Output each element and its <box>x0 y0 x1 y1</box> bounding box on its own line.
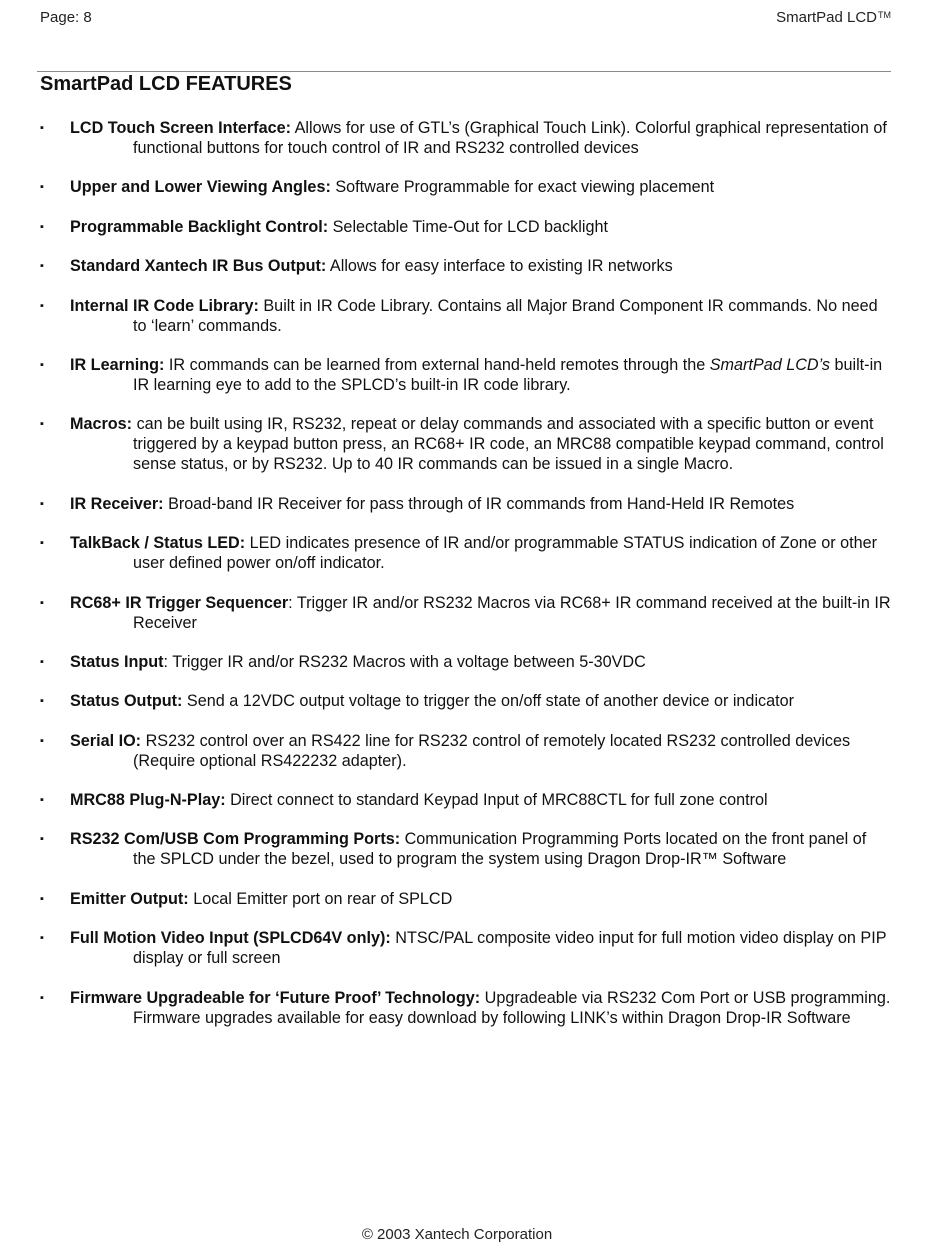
header-divider <box>37 71 891 72</box>
product-name-text: SmartPad LCD <box>776 9 877 26</box>
feature-term: Status Input <box>70 652 164 671</box>
feature-term: Full Motion Video Input (SPLCD64V only): <box>70 929 391 948</box>
bullet-icon: ▪ <box>40 833 44 846</box>
feature-term: Internal IR Code Library: <box>70 296 259 315</box>
bullet-icon: ▪ <box>40 122 44 134</box>
footer-copyright: © 2003 Xantech Corporation <box>361 1226 553 1243</box>
page-number: Page: 8 <box>40 9 92 26</box>
bullet-icon: ▪ <box>40 991 44 1004</box>
bullet-icon: ▪ <box>40 596 44 609</box>
feature-description: : Trigger IR and/or RS232 Macros via RC68+ IR command received at the built-in IR Receiver <box>133 593 891 632</box>
feature-item <box>0 652 891 672</box>
feature-term: Serial IO: <box>70 731 142 750</box>
feature-item <box>0 217 891 237</box>
feature-term: Firmware Upgradeable for ‘Future Proof’ Technology: <box>70 988 481 1007</box>
feature-item <box>0 691 891 711</box>
feature-description: Allows for use of GTL’s (Graphical Touch Link). Colorful graphical representation of functional buttons for touch control of IR and RS232 controlled devices <box>133 119 887 157</box>
feature-item <box>0 256 891 276</box>
feature-description: Upgradeable via RS232 Com Port or USB programming. Firmware upgrades available for easy download by following LINK’s within Dragon Drop-IR Software <box>133 988 891 1027</box>
feature-list <box>0 118 950 1047</box>
feature-emphasis: SmartPad LCD’s <box>709 355 830 374</box>
bullet-icon: ▪ <box>40 497 44 510</box>
feature-item <box>0 118 891 158</box>
bullet-icon: ▪ <box>40 794 44 807</box>
feature-term: LCD Touch Screen Interface: <box>70 119 291 137</box>
feature-term: Emitter Output: <box>70 889 189 908</box>
feature-description: Selectable Time-Out for LCD backlight <box>328 217 608 236</box>
feature-term: MRC88 Plug-N-Play: <box>70 791 226 810</box>
trademark-mark: TM <box>878 10 891 20</box>
feature-item <box>0 533 891 573</box>
feature-item <box>0 355 891 395</box>
feature-item <box>0 889 891 909</box>
feature-term: RC68+ IR Trigger Sequencer <box>70 593 289 612</box>
feature-item <box>0 928 891 968</box>
feature-description-continued: built-in IR learning eye to add to the SPLCD’s built-in IR code library. <box>133 355 883 394</box>
feature-item <box>0 731 891 771</box>
bullet-icon: ▪ <box>40 695 44 708</box>
feature-item <box>0 790 891 810</box>
bullet-icon: ▪ <box>40 537 44 550</box>
feature-item <box>0 414 891 474</box>
feature-term: Programmable Backlight Control: <box>70 217 329 236</box>
feature-term: Standard Xantech IR Bus Output: <box>70 257 327 276</box>
feature-term: IR Learning: <box>70 355 165 374</box>
feature-description: Send a 12VDC output voltage to trigger the on/off state of another device or indicator <box>182 692 795 711</box>
feature-term: Upper and Lower Viewing Angles: <box>70 178 331 197</box>
feature-description: LED indicates presence of IR and/or programmable STATUS indication of Zone or other user defined power on/off indicator. <box>133 534 878 573</box>
feature-term: TalkBack / Status LED: <box>70 534 246 553</box>
bullet-icon: ▪ <box>40 220 44 233</box>
bullet-icon: ▪ <box>40 418 44 431</box>
feature-description: RS232 control over an RS422 line for RS232 control of remotely located RS232 controlled devices (Require optional RS422232 adapter). <box>133 731 851 770</box>
feature-description: IR commands can be learned from external hand-held remotes through the <box>164 355 710 374</box>
bullet-icon: ▪ <box>40 932 44 945</box>
feature-description: Direct connect to standard Keypad Input of MRC88CTL for full zone control <box>225 791 768 810</box>
bullet-icon: ▪ <box>40 299 44 312</box>
feature-description: Software Programmable for exact viewing placement <box>330 178 715 197</box>
bullet-icon: ▪ <box>40 358 44 371</box>
feature-item <box>0 494 891 514</box>
bullet-icon: ▪ <box>40 181 44 194</box>
feature-item <box>0 296 891 336</box>
bullet-icon: ▪ <box>40 655 44 668</box>
section-title: SmartPad LCD FEATURES <box>40 73 292 95</box>
product-name <box>776 9 891 26</box>
feature-item <box>0 829 891 869</box>
bullet-icon: ▪ <box>40 260 44 273</box>
feature-description: Broad-band IR Receiver for pass through of IR commands from Hand-Held IR Remotes <box>163 494 795 513</box>
feature-item <box>0 177 891 197</box>
feature-term: IR Receiver: <box>70 494 164 513</box>
bullet-icon: ▪ <box>40 892 44 905</box>
feature-description: : Trigger IR and/or RS232 Macros with a voltage between 5-30VDC <box>163 652 646 671</box>
feature-description: NTSC/PAL composite video input for full motion video display on PIP display or full screen <box>133 929 887 968</box>
feature-description: Allows for easy interface to existing IR networks <box>326 257 673 276</box>
feature-description: Communication Programming Ports located on the front panel of the SPLCD under the bezel, used to program the system using Dragon Drop-IR™ Software <box>133 830 867 869</box>
feature-description: can be built using IR, RS232, repeat or delay commands and associated with a specific button or event triggered by a keypad button press, an RC68+ IR code, an MRC88 compatible keypad command, control sense status, or by RS232. Up to 40 IR commands can be issued in a single Macro. <box>132 415 884 474</box>
feature-item <box>0 988 891 1028</box>
feature-description: Built in IR Code Library. Contains all Major Brand Component IR commands. No need to ‘learn’ commands. <box>133 296 878 335</box>
feature-description: Local Emitter port on rear of SPLCD <box>188 889 453 908</box>
feature-term: RS232 Com/USB Com Programming Ports: <box>70 830 401 849</box>
feature-term: Status Output: <box>70 692 183 711</box>
feature-term: Macros: <box>70 415 133 434</box>
feature-item <box>0 593 891 633</box>
bullet-icon: ▪ <box>40 734 44 747</box>
